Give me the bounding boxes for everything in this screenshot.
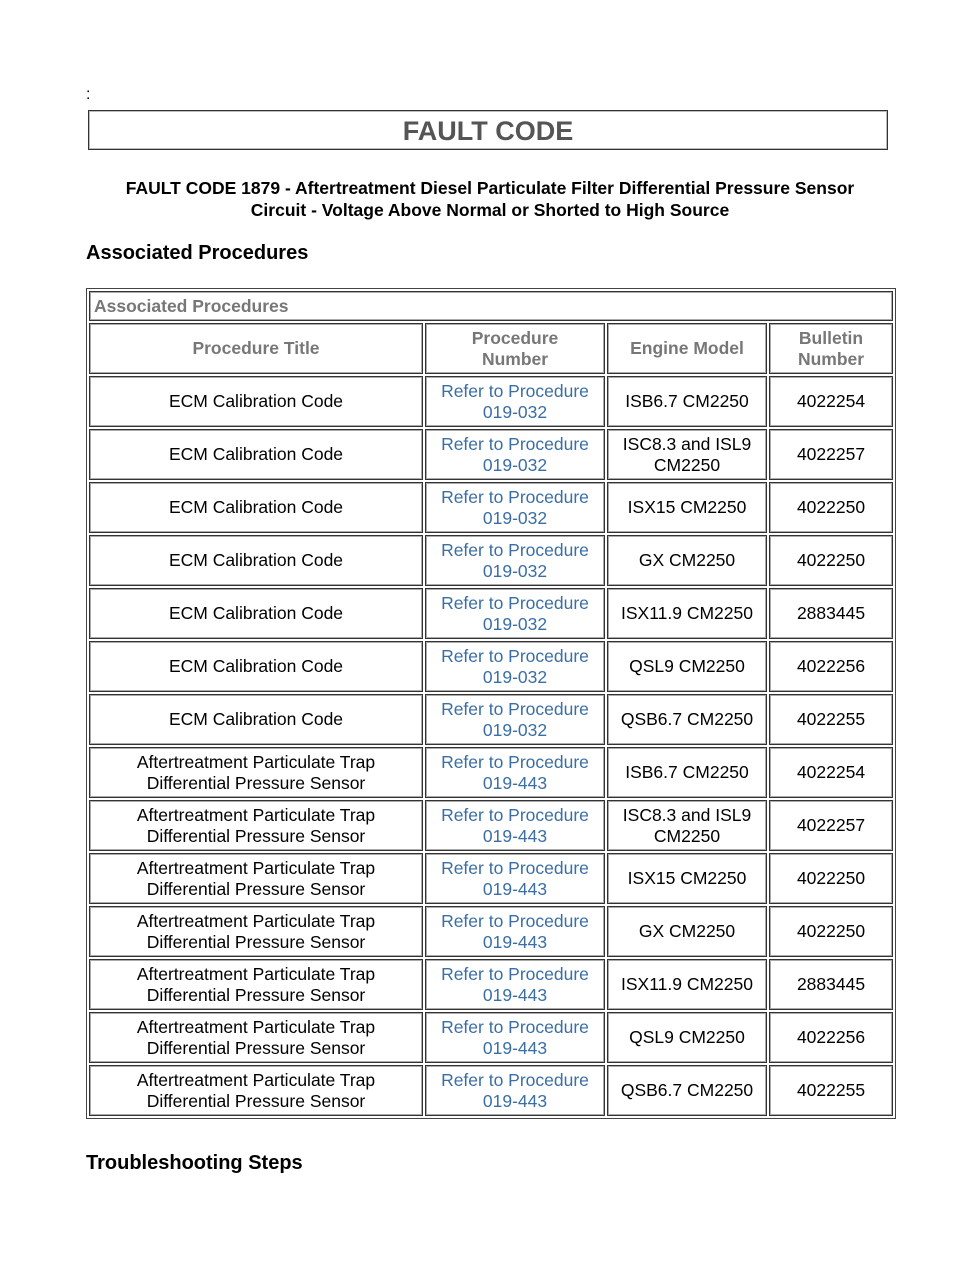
procedure-link-line[interactable]: 019-032 bbox=[482, 507, 548, 528]
engine-model-cell bbox=[607, 906, 767, 957]
procedure-title-line: Aftertreatment Particulate Trap bbox=[136, 963, 376, 984]
procedure-link-cell bbox=[425, 747, 605, 798]
procedure-link-line[interactable]: Refer to Procedure bbox=[441, 857, 589, 878]
procedure-title-cell bbox=[89, 853, 423, 904]
procedure-link-cell bbox=[425, 482, 605, 533]
procedure-link-cell bbox=[425, 1065, 605, 1116]
procedure-title-cell bbox=[89, 535, 423, 586]
engine-model-line: QSL9 CM2250 bbox=[629, 656, 745, 676]
engine-model-line: ISB6.7 CM2250 bbox=[625, 762, 749, 782]
engine-model-cell bbox=[607, 535, 767, 586]
procedure-link-line[interactable]: 019-032 bbox=[482, 560, 548, 581]
engine-model-line: GX CM2250 bbox=[638, 550, 736, 570]
procedure-title-line: Differential Pressure Sensor bbox=[146, 825, 366, 846]
procedure-link-cell bbox=[425, 906, 605, 957]
engine-model-cell bbox=[607, 1065, 767, 1116]
refer-to-procedure-link[interactable] bbox=[428, 540, 602, 582]
procedure-link-line[interactable]: 019-443 bbox=[482, 1090, 548, 1111]
procedure-title-line: Differential Pressure Sensor bbox=[146, 878, 366, 899]
refer-to-procedure-link[interactable] bbox=[428, 487, 602, 529]
procedure-title-line: Aftertreatment Particulate Trap bbox=[136, 910, 376, 931]
procedure-title-cell bbox=[89, 959, 423, 1010]
refer-to-procedure-link[interactable] bbox=[428, 699, 602, 741]
bulletin-number-cell: 4022257 bbox=[769, 429, 893, 480]
procedure-link-line[interactable]: Refer to Procedure bbox=[441, 433, 589, 454]
bulletin-number-cell: 4022255 bbox=[769, 1065, 893, 1116]
procedure-link-line[interactable]: 019-032 bbox=[482, 719, 548, 740]
engine-model-line: ISB6.7 CM2250 bbox=[625, 391, 749, 411]
refer-to-procedure-link[interactable] bbox=[428, 752, 602, 794]
table-row bbox=[89, 482, 893, 533]
engine-model-line: QSB6.7 CM2250 bbox=[620, 1080, 754, 1100]
table-row bbox=[89, 535, 893, 586]
procedure-title-cell bbox=[89, 906, 423, 957]
bulletin-number-cell: 4022250 bbox=[769, 535, 893, 586]
bulletin-number-cell: 4022254 bbox=[769, 376, 893, 427]
bulletin-number-cell: 4022256 bbox=[769, 641, 893, 692]
refer-to-procedure-link[interactable] bbox=[428, 381, 602, 423]
table-caption: Associated Procedures bbox=[89, 291, 893, 321]
procedure-link-line[interactable]: 019-032 bbox=[482, 401, 548, 422]
procedure-title-cell bbox=[89, 694, 423, 745]
procedure-title-cell bbox=[89, 376, 423, 427]
fault-description-line-1: FAULT CODE 1879 - Aftertreatment Diesel Particulate Filter Differential Pressure Sensor bbox=[125, 178, 855, 198]
engine-model-line: GX CM2250 bbox=[638, 921, 736, 941]
associated-procedures-heading: Associated Procedures bbox=[86, 242, 309, 264]
refer-to-procedure-link[interactable] bbox=[428, 593, 602, 635]
engine-model-line: ISX15 CM2250 bbox=[627, 497, 747, 517]
engine-model-cell bbox=[607, 482, 767, 533]
engine-model-cell bbox=[607, 694, 767, 745]
table-row bbox=[89, 588, 893, 639]
procedure-link-line[interactable]: Refer to Procedure bbox=[441, 804, 589, 825]
procedure-title-cell bbox=[89, 800, 423, 851]
procedure-link-line[interactable]: 019-032 bbox=[482, 666, 548, 687]
engine-model-cell bbox=[607, 376, 767, 427]
engine-model-cell bbox=[607, 588, 767, 639]
procedure-link-line[interactable]: Refer to Procedure bbox=[441, 751, 589, 772]
refer-to-procedure-link[interactable] bbox=[428, 434, 602, 476]
procedure-link-line[interactable]: Refer to Procedure bbox=[441, 645, 589, 666]
bulletin-number-cell: 4022257 bbox=[769, 800, 893, 851]
procedure-title-line: ECM Calibration Code bbox=[168, 656, 344, 676]
procedure-title-cell bbox=[89, 588, 423, 639]
bulletin-number-cell: 4022255 bbox=[769, 694, 893, 745]
procedure-link-cell bbox=[425, 853, 605, 904]
page-prefix: : bbox=[86, 86, 91, 103]
procedure-link-line[interactable]: Refer to Procedure bbox=[441, 963, 589, 984]
associated-procedures-table bbox=[86, 288, 896, 1119]
table-row bbox=[89, 376, 893, 427]
procedure-link-line[interactable]: Refer to Procedure bbox=[441, 592, 589, 613]
column-header-line: Procedure bbox=[471, 327, 559, 348]
bulletin-number-cell: 2883445 bbox=[769, 959, 893, 1010]
column-header-line: Bulletin bbox=[798, 327, 864, 348]
bulletin-number-cell: 2883445 bbox=[769, 588, 893, 639]
procedure-link-line[interactable]: 019-443 bbox=[482, 1037, 548, 1058]
table-body bbox=[89, 376, 893, 1116]
engine-model-cell bbox=[607, 959, 767, 1010]
engine-model-line: QSL9 CM2250 bbox=[629, 1027, 745, 1047]
refer-to-procedure-link[interactable] bbox=[428, 646, 602, 688]
engine-model-cell bbox=[607, 429, 767, 480]
procedure-link-cell bbox=[425, 641, 605, 692]
engine-model-cell bbox=[607, 641, 767, 692]
procedure-link-cell bbox=[425, 588, 605, 639]
table-row bbox=[89, 747, 893, 798]
column-header-engine-model: Engine Model bbox=[607, 323, 767, 374]
table-row bbox=[89, 1065, 893, 1116]
engine-model-line: QSB6.7 CM2250 bbox=[620, 709, 754, 729]
procedure-title-line: Aftertreatment Particulate Trap bbox=[136, 857, 376, 878]
engine-model-cell bbox=[607, 1012, 767, 1063]
refer-to-procedure-link[interactable] bbox=[428, 911, 602, 953]
column-header-line: Number bbox=[481, 348, 549, 369]
fault-code-banner-title: FAULT CODE bbox=[402, 116, 574, 146]
procedure-link-line[interactable]: 019-443 bbox=[482, 825, 548, 846]
procedure-title-line: ECM Calibration Code bbox=[168, 497, 344, 517]
procedure-link-cell bbox=[425, 800, 605, 851]
procedure-title-line: ECM Calibration Code bbox=[168, 391, 344, 411]
procedure-title-cell bbox=[89, 429, 423, 480]
engine-model-line: ISC8.3 and ISL9 bbox=[622, 433, 752, 454]
procedure-title-line: Differential Pressure Sensor bbox=[146, 931, 366, 952]
procedure-link-cell bbox=[425, 535, 605, 586]
refer-to-procedure-link[interactable] bbox=[428, 805, 602, 847]
procedure-title-line: Aftertreatment Particulate Trap bbox=[136, 804, 376, 825]
procedure-title-line: Aftertreatment Particulate Trap bbox=[136, 1069, 376, 1090]
procedure-link-line[interactable]: 019-032 bbox=[482, 613, 548, 634]
fault-code-banner bbox=[88, 110, 888, 150]
bulletin-number-cell: 4022256 bbox=[769, 1012, 893, 1063]
column-header-procedure-number bbox=[425, 323, 605, 374]
procedure-link-line[interactable]: 019-443 bbox=[482, 878, 548, 899]
procedure-link-line[interactable]: Refer to Procedure bbox=[441, 698, 589, 719]
table-row bbox=[89, 429, 893, 480]
procedure-link-cell bbox=[425, 429, 605, 480]
engine-model-cell bbox=[607, 853, 767, 904]
table-row bbox=[89, 641, 893, 692]
procedure-link-line[interactable]: Refer to Procedure bbox=[441, 486, 589, 507]
refer-to-procedure-link[interactable] bbox=[428, 1017, 602, 1059]
engine-model-line: ISC8.3 and ISL9 bbox=[622, 804, 752, 825]
procedure-title-cell bbox=[89, 641, 423, 692]
column-header-bulletin-number bbox=[769, 323, 893, 374]
procedure-link-cell bbox=[425, 1012, 605, 1063]
procedure-title-line: Differential Pressure Sensor bbox=[146, 772, 366, 793]
refer-to-procedure-link[interactable] bbox=[428, 1070, 602, 1112]
procedure-link-cell bbox=[425, 959, 605, 1010]
table-header-row bbox=[89, 323, 893, 374]
procedure-link-line[interactable]: Refer to Procedure bbox=[441, 1069, 589, 1090]
procedure-title-line: ECM Calibration Code bbox=[168, 603, 344, 623]
table-row bbox=[89, 959, 893, 1010]
procedure-title-line: ECM Calibration Code bbox=[168, 709, 344, 729]
troubleshooting-steps-heading: Troubleshooting Steps bbox=[86, 1152, 303, 1174]
procedure-link-line[interactable]: Refer to Procedure bbox=[441, 539, 589, 560]
engine-model-cell bbox=[607, 747, 767, 798]
bulletin-number-cell: 4022250 bbox=[769, 906, 893, 957]
procedure-title-cell bbox=[89, 747, 423, 798]
fault-description bbox=[86, 177, 894, 221]
engine-model-cell bbox=[607, 800, 767, 851]
table-row bbox=[89, 1012, 893, 1063]
procedure-title-line: Aftertreatment Particulate Trap bbox=[136, 751, 376, 772]
table-row bbox=[89, 906, 893, 957]
procedure-link-cell bbox=[425, 694, 605, 745]
procedure-title-cell bbox=[89, 482, 423, 533]
procedure-title-line: ECM Calibration Code bbox=[168, 550, 344, 570]
procedure-link-line[interactable]: 019-443 bbox=[482, 931, 548, 952]
procedure-title-line: Differential Pressure Sensor bbox=[146, 984, 366, 1005]
procedure-title-line: ECM Calibration Code bbox=[168, 444, 344, 464]
table-row bbox=[89, 694, 893, 745]
procedure-link-line[interactable]: Refer to Procedure bbox=[441, 910, 589, 931]
procedure-title-line: Differential Pressure Sensor bbox=[146, 1037, 366, 1058]
refer-to-procedure-link[interactable] bbox=[428, 858, 602, 900]
refer-to-procedure-link[interactable] bbox=[428, 964, 602, 1006]
engine-model-line: CM2250 bbox=[653, 454, 721, 475]
engine-model-line: ISX11.9 CM2250 bbox=[621, 974, 753, 994]
procedure-link-line[interactable]: 019-032 bbox=[482, 454, 548, 475]
fault-description-line-2: Circuit - Voltage Above Normal or Shorted to High Source bbox=[250, 200, 730, 220]
column-header-line: Number bbox=[797, 348, 865, 369]
engine-model-line: CM2250 bbox=[653, 825, 721, 846]
procedure-title-cell bbox=[89, 1065, 423, 1116]
bulletin-number-cell: 4022250 bbox=[769, 482, 893, 533]
procedure-link-line[interactable]: Refer to Procedure bbox=[441, 380, 589, 401]
bulletin-number-cell: 4022254 bbox=[769, 747, 893, 798]
engine-model-line: ISX11.9 CM2250 bbox=[621, 603, 753, 623]
procedure-title-line: Aftertreatment Particulate Trap bbox=[136, 1016, 376, 1037]
procedure-title-cell bbox=[89, 1012, 423, 1063]
procedure-link-line[interactable]: 019-443 bbox=[482, 772, 548, 793]
procedure-link-cell bbox=[425, 376, 605, 427]
engine-model-line: ISX15 CM2250 bbox=[627, 868, 747, 888]
procedure-link-line[interactable]: 019-443 bbox=[482, 984, 548, 1005]
table-row bbox=[89, 853, 893, 904]
procedure-title-line: Differential Pressure Sensor bbox=[146, 1090, 366, 1111]
procedure-link-line[interactable]: Refer to Procedure bbox=[441, 1016, 589, 1037]
bulletin-number-cell: 4022250 bbox=[769, 853, 893, 904]
table-row bbox=[89, 800, 893, 851]
column-header-procedure-title: Procedure Title bbox=[89, 323, 423, 374]
